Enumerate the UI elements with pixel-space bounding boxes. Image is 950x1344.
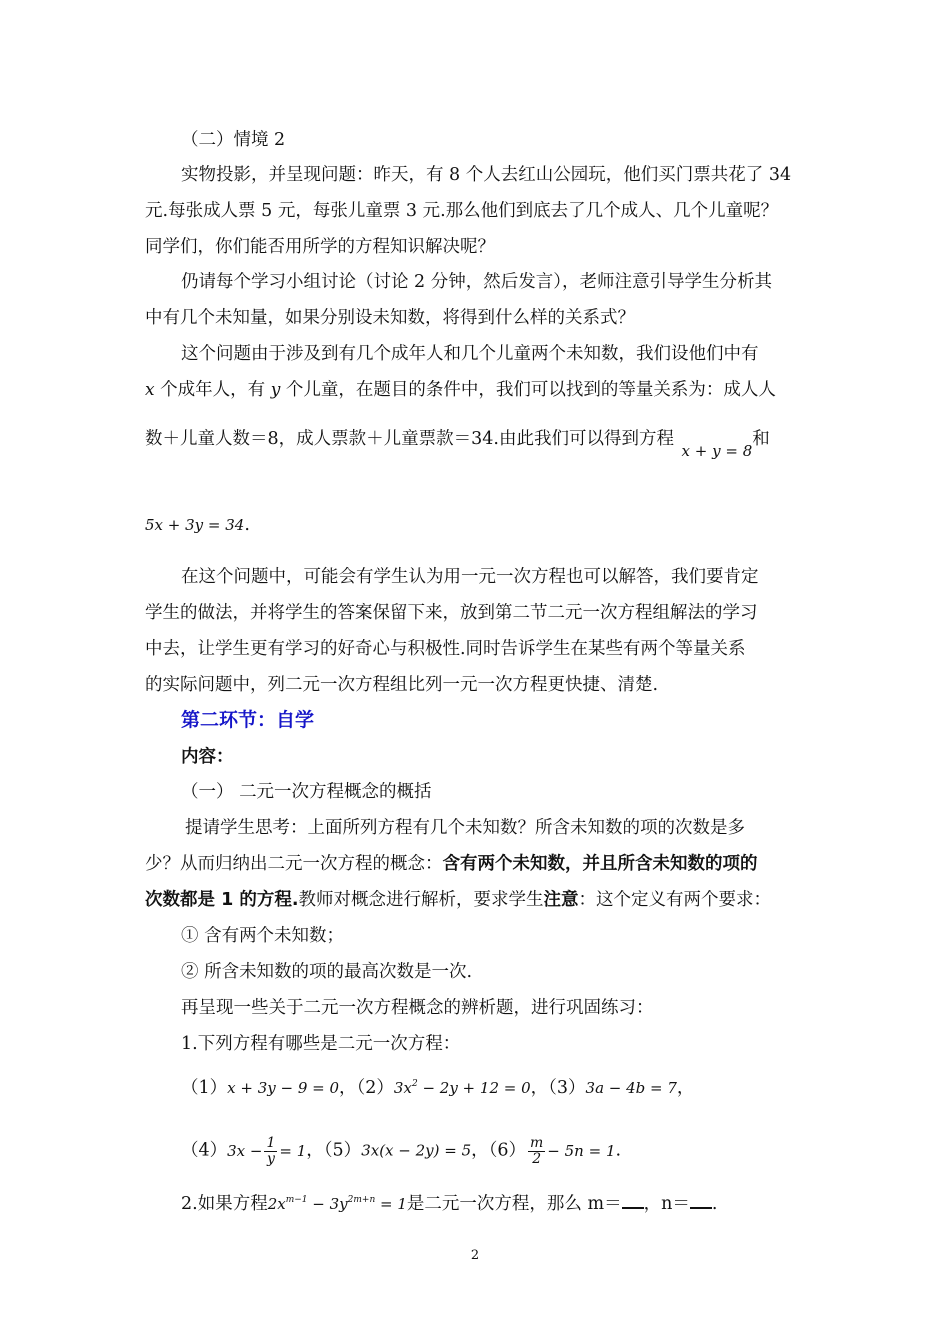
paragraph-line: 实物投影，并呈现问题：昨天，有 8 个人去红山公园玩，他们买门票共花了 34 (181, 165, 792, 185)
definition-bold-text: 次数都是 1 的方程. (145, 890, 299, 910)
text-run: 少？从而归纳出二元一次方程的概念： (145, 854, 443, 874)
text-run: ，n＝ (643, 1194, 690, 1214)
variable-x: x (145, 380, 155, 400)
paragraph-line (145, 378, 810, 402)
text-run: 2.如果方程 (181, 1194, 268, 1214)
fraction: $\frac{m}{2}$ (530, 1135, 544, 1167)
definition-bold-text: 含有两个未知数，并且所含未知数的项的 (442, 854, 758, 874)
question-1: 1.下列方程有哪些是二元一次方程： (181, 1034, 461, 1054)
text-run: 数＋儿童人数＝8，成人票款＋儿童票款＝34.由此我们可以得到方程 (145, 429, 674, 449)
requirement-item: ② 所含未知数的项的最高次数是一次. (181, 962, 473, 982)
variable-y: y (270, 380, 281, 400)
paragraph-line: 仍请每个学习小组讨论（讨论 2 分钟，然后发言），老师注意引导学生分析其 (181, 272, 773, 292)
equation-question-2: $2x^{m-1} - 3y^{2m+n} = 1$ (267, 1195, 407, 1213)
content-label: 内容： (181, 747, 234, 767)
answer-blank-m[interactable] (622, 1193, 644, 1209)
paragraph-line: 的实际问题中，列二元一次方程组比列一元一次方程更快捷、清楚. (145, 675, 659, 695)
fraction: $\frac{1}{y}$ (266, 1135, 276, 1167)
question-1-items-row1 (181, 1072, 810, 1100)
question-1-items-row2 (181, 1136, 810, 1167)
text-run: 和 (752, 429, 770, 449)
item-label: ，（3） (530, 1078, 586, 1098)
equation-item-2: $3x^2 - 2y + 12 = 0$ (393, 1079, 531, 1097)
sub-heading-concept: （一） 二元一次方程概念的概括 (181, 782, 432, 802)
item-label: ，（5） (306, 1140, 362, 1161)
paragraph-line: 元.每张成人票 5 元，每张儿童票 3 元.那么他们到底去了几个成人、几个儿童呢？ (145, 201, 779, 221)
text-run: 是二元一次方程，那么 m＝ (406, 1194, 622, 1214)
requirement-item: ① 含有两个未知数； (181, 926, 345, 946)
page-number: 2 (470, 1248, 480, 1263)
section-heading-scenario-2: （二）情境 2 (181, 130, 286, 150)
text-run: 教师对概念进行解析，要求学生 (298, 890, 544, 910)
paragraph-line: 在这个问题中，可能会有学生认为用一元一次方程也可以解答，我们要肯定 (181, 567, 759, 587)
punctuation: . (615, 1140, 622, 1161)
text-run: . (244, 515, 250, 535)
equation-item-5: 3x(x − 2y) = 5 (361, 1141, 472, 1160)
paragraph-line: 学生的做法，并将学生的答案保留下来，放到第二节二元一次方程组解法的学习 (145, 603, 758, 623)
section-heading-self-study: 第二环节：自学 (181, 709, 315, 731)
equation-line (145, 513, 810, 537)
question-2 (181, 1188, 810, 1216)
item-label: ，（6） (471, 1140, 527, 1161)
text-run: 个成年人，有 (154, 380, 271, 400)
text-run: ：这个定义有两个要求： (578, 890, 772, 910)
item-label: ，（2） (339, 1078, 394, 1098)
item-label: （4） (181, 1140, 228, 1161)
paragraph-line: 再呈现一些关于二元一次方程概念的辨析题，进行巩固练习： (181, 998, 654, 1018)
paragraph-line: 提请学生思考：上面所列方程有几个未知数？所含未知数的项的次数是多 (185, 818, 745, 838)
answer-blank-n[interactable] (690, 1193, 712, 1209)
note-bold-text: 注意 (543, 890, 579, 910)
paragraph-line: 同学们，你们能否用所学的方程知识解决呢？ (145, 237, 495, 257)
equation-item-4: 3x − $\frac{1}{y}$ = 1 (227, 1135, 307, 1167)
paragraph-line: 这个问题由于涉及到有几个成年人和几个儿童两个未知数，我们设他们中有 (181, 344, 759, 364)
punctuation: ， (676, 1078, 695, 1098)
equation-x-plus-y: x + y = 8 (681, 442, 753, 460)
equation-item-6: $\frac{m}{2}$ − 5n = 1 (530, 1135, 616, 1167)
paragraph-line (145, 888, 810, 912)
paragraph-line: 中有几个未知量，如果分别设未知数，将得到什么样的关系式？ (145, 308, 635, 328)
text-run: 个儿童，在题目的条件中，我们可以找到的等量关系为：成人人 (280, 380, 776, 400)
equation-5x-plus-3y: 5x + 3y = 34 (145, 516, 245, 534)
equation-item-3: 3a − 4b = 7 (585, 1079, 677, 1097)
punctuation: . (711, 1194, 718, 1214)
equation-item-1: x + 3y − 9 = 0 (227, 1079, 340, 1097)
paragraph-line: 中去，让学生更有学习的好奇心与积极性.同时告诉学生在某些有两个等量关系 (145, 639, 746, 659)
paragraph-line (145, 852, 810, 876)
paragraph-line (145, 427, 810, 460)
item-label: （1） (181, 1078, 228, 1098)
